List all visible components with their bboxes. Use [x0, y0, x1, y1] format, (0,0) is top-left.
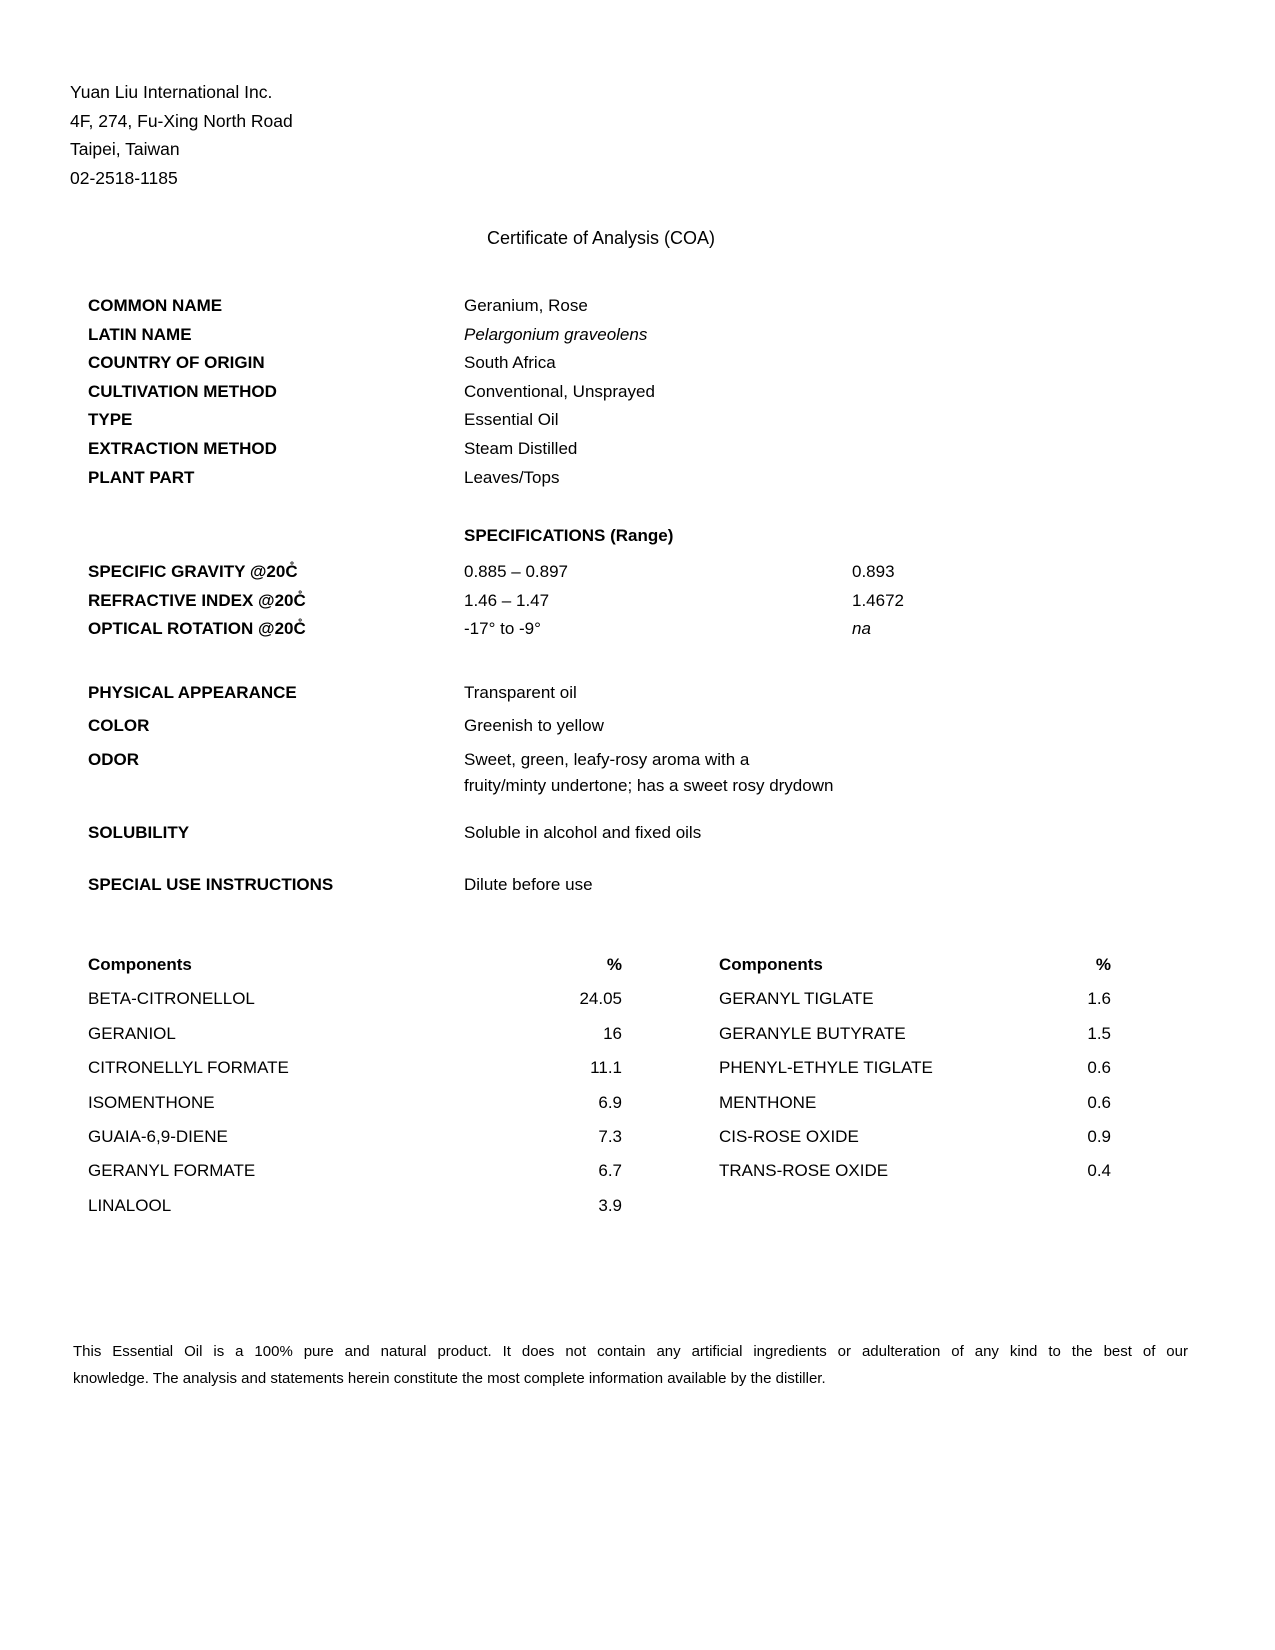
- odor-line-1: Sweet, green, leafy-rosy aroma with a: [464, 750, 750, 769]
- spec-result: 1.4672: [852, 590, 904, 610]
- address-street: 4F, 274, Fu-Xing North Road: [70, 110, 293, 131]
- component-percent: 1.5: [1087, 1023, 1111, 1043]
- component-row: [719, 1154, 1111, 1188]
- component-row: [88, 1051, 622, 1085]
- disclaimer-line-2: knowledge. The analysis and statements herein constitute the most complete information available by the distiller.: [73, 1370, 826, 1387]
- property-row-solubility: [88, 820, 1188, 846]
- property-value: Greenish to yellow: [464, 716, 604, 735]
- spec-result: 0.893: [852, 562, 895, 581]
- odor-line-2: fruity/minty undertone; has a sweet rosy drydown: [464, 776, 834, 795]
- property-value: Transparent oil: [464, 683, 577, 702]
- field-value: Leaves/Tops: [464, 467, 560, 487]
- info-row-country-of-origin: [88, 349, 1188, 378]
- component-name: CITRONELLYL FORMATE: [88, 1058, 289, 1078]
- component-row: [719, 1051, 1111, 1085]
- components-table-right: [719, 948, 1111, 1189]
- component-name: TRANS-ROSE OXIDE: [719, 1161, 889, 1181]
- component-percent: 3.9: [598, 1195, 622, 1215]
- field-value: South Africa: [464, 353, 556, 373]
- component-name: GERANYL FORMATE: [88, 1161, 256, 1181]
- component-percent: 0.9: [1087, 1126, 1111, 1146]
- component-percent: 24.05: [579, 989, 622, 1009]
- phone-number: 02-2518-1185: [70, 167, 178, 188]
- component-name: GERANIOL: [88, 1023, 176, 1043]
- component-row: [719, 1086, 1111, 1120]
- component-percent: 11.1: [590, 1058, 622, 1078]
- spec-row-refractive-index: [88, 587, 1188, 616]
- component-row: [88, 982, 622, 1016]
- company-name: Yuan Liu International Inc.: [70, 82, 273, 102]
- property-value: Soluble in alcohol and fixed oils: [464, 823, 702, 842]
- info-row-plant-part: [88, 464, 1188, 493]
- spec-range: -17° to -9°: [464, 619, 541, 639]
- specifications-section: [88, 558, 1188, 644]
- property-label: SOLUBILITY: [88, 823, 190, 842]
- component-name: LINALOOL: [88, 1195, 172, 1215]
- property-row-physical-appearance: [88, 680, 1188, 706]
- property-value: Dilute before use: [464, 875, 593, 894]
- component-percent: 0.4: [1087, 1161, 1111, 1181]
- field-label: COUNTRY OF ORIGIN: [88, 353, 265, 373]
- spec-result: na: [852, 619, 871, 639]
- component-percent: 6.9: [598, 1092, 622, 1112]
- property-row-color: [88, 713, 1188, 739]
- component-name: GUAIA-6,9-DIENE: [88, 1126, 228, 1146]
- field-value: Essential Oil: [464, 410, 559, 430]
- spec-row-optical-rotation: [88, 615, 1188, 644]
- components-table-left: [88, 948, 622, 1223]
- component-name: BETA-CITRONELLOL: [88, 989, 255, 1009]
- components-header-row: [719, 948, 1111, 982]
- property-value: [464, 747, 1188, 799]
- field-value: Conventional, Unsprayed: [464, 381, 655, 401]
- components-header-percent: %: [1095, 955, 1111, 974]
- component-name: GERANYLE BUTYRATE: [719, 1023, 906, 1043]
- component-name: PHENYL-ETHYLE TIGLATE: [719, 1058, 933, 1078]
- spec-range: 1.46 – 1.47: [464, 590, 550, 610]
- info-row-latin-name: [88, 321, 1188, 350]
- component-row: [88, 1189, 622, 1223]
- specifications-header: SPECIFICATIONS (Range): [464, 526, 674, 545]
- component-row: [719, 982, 1111, 1016]
- info-row-cultivation-method: [88, 378, 1188, 407]
- product-info-section: [88, 292, 1188, 492]
- property-row-odor: [88, 747, 1188, 799]
- component-row: [88, 1086, 622, 1120]
- component-percent: 6.7: [598, 1161, 622, 1181]
- component-name: ISOMENTHONE: [88, 1092, 215, 1112]
- field-label: EXTRACTION METHOD: [88, 438, 277, 458]
- letterhead: [70, 78, 293, 192]
- info-row-type: [88, 406, 1188, 435]
- component-percent: 1.6: [1087, 989, 1111, 1009]
- property-label: ODOR: [88, 750, 139, 769]
- component-percent: 0.6: [1087, 1092, 1111, 1112]
- field-label: COMMON NAME: [88, 296, 223, 315]
- component-row: [88, 1017, 622, 1051]
- property-label: SPECIAL USE INSTRUCTIONS: [88, 875, 334, 894]
- spec-label: REFRACTIVE INDEX @20C̊: [88, 590, 306, 610]
- disclaimer-line-1: This Essential Oil is a 100% pure and natural product. It does not contain any artificial ingredients or adulteration of any kind to the best of our: [73, 1343, 1188, 1360]
- info-row-common-name: [88, 292, 1188, 321]
- component-percent: 7.3: [598, 1126, 622, 1146]
- property-label: PHYSICAL APPEARANCE: [88, 683, 297, 702]
- field-label: CULTIVATION METHOD: [88, 381, 277, 401]
- spec-row-specific-gravity: [88, 558, 1188, 587]
- field-value: Steam Distilled: [464, 438, 578, 458]
- field-label: LATIN NAME: [88, 324, 192, 344]
- disclaimer: [73, 1338, 1188, 1392]
- spec-label: OPTICAL ROTATION @20C̊: [88, 619, 306, 639]
- field-value: Geranium, Rose: [464, 296, 588, 315]
- field-value: Pelargonium graveolens: [464, 324, 648, 344]
- component-percent: 0.6: [1087, 1058, 1111, 1078]
- document-title: Certificate of Analysis (COA): [486, 228, 716, 248]
- component-row: [88, 1154, 622, 1188]
- property-label: COLOR: [88, 716, 150, 735]
- property-row-special-use-instructions: [88, 872, 1188, 898]
- components-header-percent: %: [606, 955, 622, 974]
- component-name: MENTHONE: [719, 1092, 817, 1112]
- components-header-label: Components: [88, 955, 192, 974]
- component-name: CIS-ROSE OXIDE: [719, 1126, 859, 1146]
- spec-label: SPECIFIC GRAVITY @20C̊: [88, 562, 298, 581]
- component-row: [719, 1120, 1111, 1154]
- address-city: Taipei, Taiwan: [70, 139, 180, 160]
- components-header-label: Components: [719, 955, 823, 974]
- field-label: PLANT PART: [88, 467, 195, 487]
- component-row: [719, 1017, 1111, 1051]
- component-row: [88, 1120, 622, 1154]
- component-percent: 16: [603, 1023, 622, 1043]
- component-name: GERANYL TIGLATE: [719, 989, 874, 1009]
- info-row-extraction-method: [88, 435, 1188, 464]
- spec-range: 0.885 – 0.897: [464, 562, 568, 581]
- field-label: TYPE: [88, 410, 133, 430]
- components-header-row: [88, 948, 622, 982]
